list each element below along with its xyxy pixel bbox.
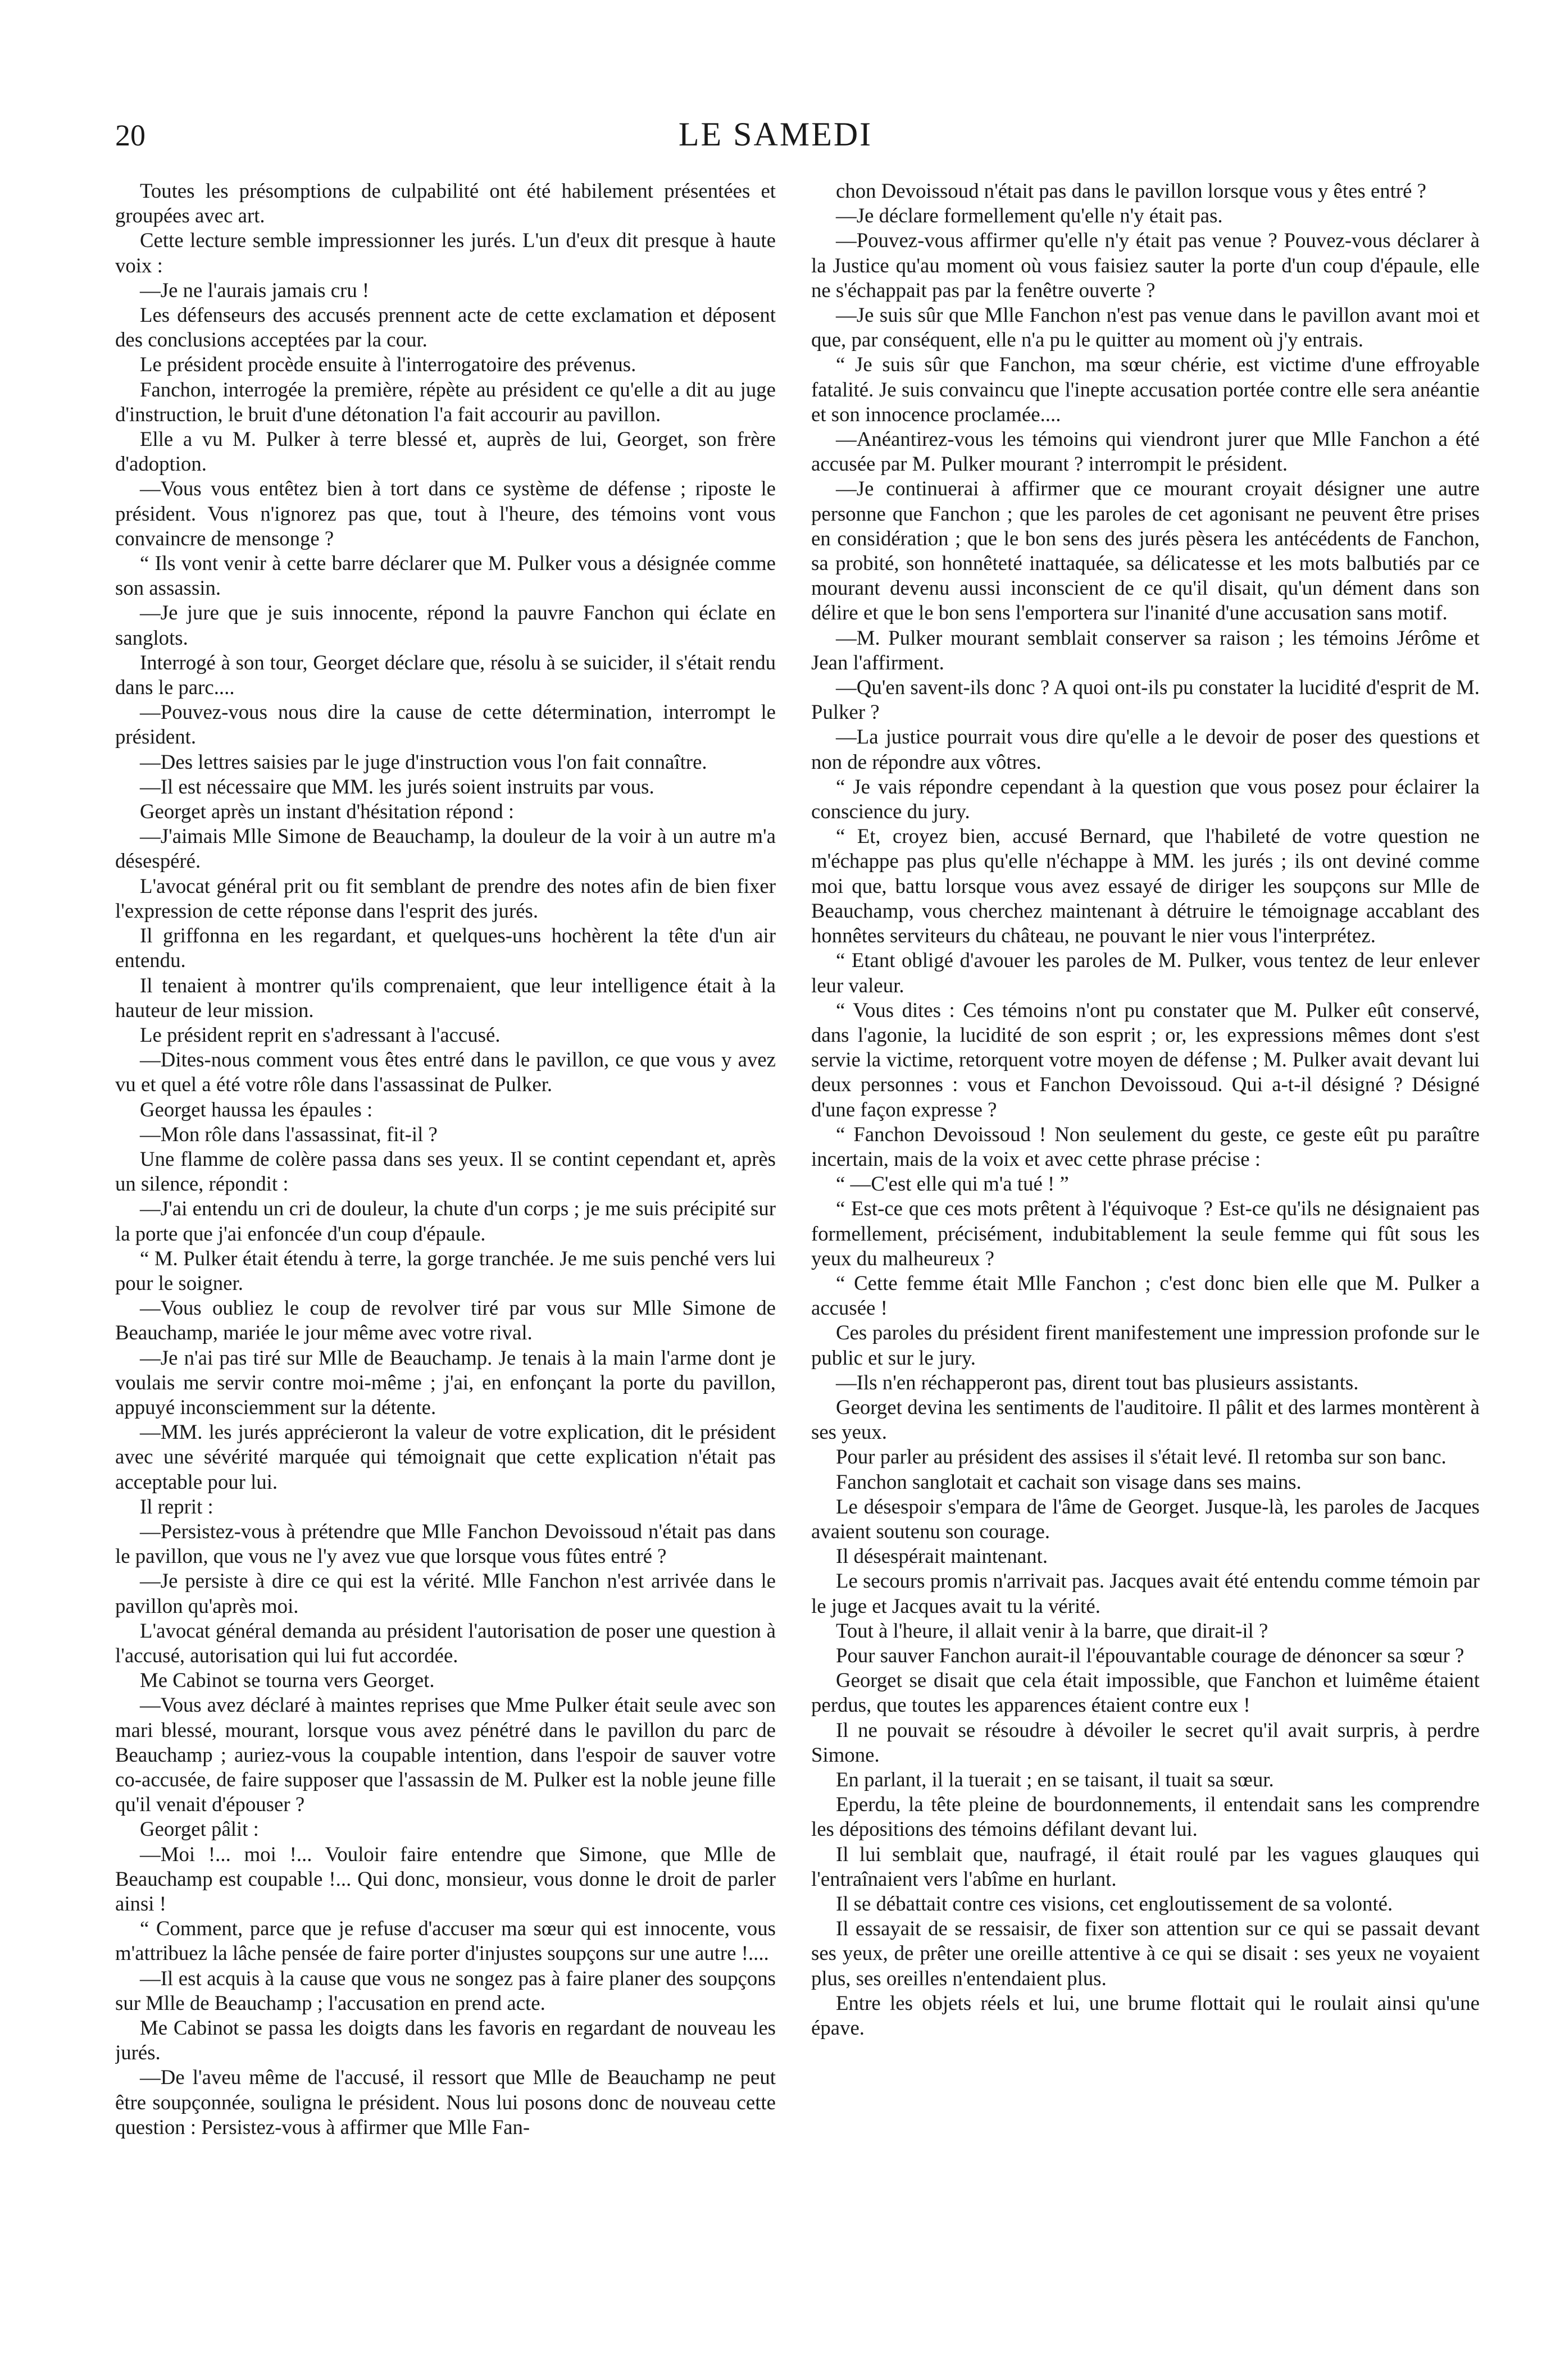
- page-number: 20: [115, 118, 145, 152]
- paragraph: Le secours promis n'arrivait pas. Jacques avait été entendu comme témoin par le juge et Jacques avait tu la vérité.: [811, 1569, 1480, 1617]
- paragraph: —Dites-nous comment vous êtes entré dans le pavillon, ce que vous y avez vu et quel a été votre rôle dans l'assassinat de Pulker.: [115, 1048, 776, 1096]
- paragraph: —Moi !... moi !... Vouloir faire entendre que Simone, que Mlle de Beauchamp est coupable !... Qui donc, monsieur, vous donne le droit de parler ainsi !: [115, 1842, 776, 1916]
- paragraph: Les défenseurs des accusés prennent acte de cette exclamation et déposent des conclusions acceptées par la cour.: [115, 303, 776, 352]
- paragraph: “ Comment, parce que je refuse d'accuser ma sœur qui est innocente, vous m'attribuez la lâche pensée de faire porter d'injustes soupçons sur une autre !....: [115, 1917, 776, 1965]
- paragraph: “ Fanchon Devoissoud ! Non seulement du geste, ce geste eût pu paraître incertain, mais de la voix et avec cette phrase précise :: [811, 1122, 1480, 1170]
- paragraph: Il désespérait maintenant.: [836, 1544, 1048, 1568]
- paragraph: Entre les objets réels et lui, une brume flottait qui le roulait ainsi qu'une épave.: [811, 1991, 1480, 2040]
- paragraph: —Je jure que je suis innocente, répond la pauvre Fanchon qui éclate en sanglots.: [115, 601, 776, 649]
- paragraph: —De l'aveu même de l'accusé, il ressort que Mlle de Beauchamp ne peut être soupçonnée, souligna le président. Nous lui posons donc de nouveau cette question : Persistez-vous à affirmer que Mlle Fan-: [115, 2066, 776, 2139]
- paragraph: “ Etant obligé d'avouer les paroles de M. Pulker, vous tentez de leur enlever leur valeur.: [811, 949, 1480, 997]
- paragraph: —Pouvez-vous affirmer qu'elle n'y était pas venue ? Pouvez-vous déclarer à la Justice qu'au moment où vous faisiez sauter la porte d'un coup d'épaule, elle ne s'échappait pas par la fenêtre ouverte ?: [811, 229, 1480, 302]
- paragraph: Georget après un instant d'hésitation répond :: [140, 800, 515, 823]
- paragraph: “ Et, croyez bien, accusé Bernard, que l'habileté de votre question ne m'échappe pas plus qu'elle n'échappe à MM. les jurés ; ils ont deviné comme moi que, battu lorsque vous avez essayé de diriger les soupçons sur Mlle de Beauchamp, vous cherchez maintenant à détruire le témoignage accablant des honnêtes serviteurs du château, ne pouvant le nier vous l'interprétez.: [811, 824, 1480, 947]
- paragraph: Me Cabinot se passa les doigts dans les favoris en regardant de nouveau les jurés.: [115, 2016, 776, 2064]
- paragraph: Georget devina les sentiments de l'auditoire. Il pâlit et des larmes montèrent à ses yeux.: [811, 1395, 1480, 1444]
- paragraph: “ Je suis sûr que Fanchon, ma sœur chérie, est victime d'une effroyable fatalité. Je suis convaincu que l'inepte accusation portée contre elle sera anéantie et son innocence proclamée....: [811, 353, 1480, 426]
- paragraph: Le désespoir s'empara de l'âme de Georget. Jusque-là, les paroles de Jacques avaient soutenu son courage.: [811, 1494, 1480, 1543]
- paragraph: “ Est-ce que ces mots prêtent à l'équivoque ? Est-ce qu'ils ne désignaient pas formellement, précisément, indubitablement la seule femme qui fût sous les yeux du malheureux ?: [811, 1197, 1480, 1270]
- paragraph: “ Cette femme était Mlle Fanchon ; c'est donc bien elle que M. Pulker a accusée !: [811, 1271, 1480, 1320]
- paragraph: “ Je vais répondre cependant à la question que vous posez pour éclairer la conscience du jury.: [811, 774, 1480, 823]
- paragraph: Il ne pouvait se résoudre à dévoiler le secret qu'il avait surpris, à perdre Simone.: [811, 1718, 1480, 1766]
- paragraph: Ces paroles du président firent manifestement une impression profonde sur le public et sur le jury.: [811, 1321, 1480, 1369]
- paragraph: Il essayait de se ressaisir, de fixer son attention sur ce qui se passait devant ses yeux, de prêter une oreille attentive à ce qui se disait : ses yeux ne voyaient plus, ses oreilles n'entendaient plus.: [811, 1917, 1480, 1990]
- paragraph: —La justice pourrait vous dire qu'elle a le devoir de poser des questions et non de répondre aux vôtres.: [811, 725, 1480, 773]
- paragraph: Georget se disait que cela était impossible, que Fanchon et luimême étaient perdus, que toutes les apparences étaient contre eux !: [811, 1668, 1480, 1717]
- paragraph: “ Ils vont venir à cette barre déclarer que M. Pulker vous a désignée comme son assassin.: [115, 551, 776, 600]
- paragraph: —M. Pulker mourant semblait conserver sa raison ; les témoins Jérôme et Jean l'affirment.: [811, 626, 1480, 674]
- paragraph: —Je continuerai à affirmer que ce mourant croyait désigner une autre personne que Fanchon ; que les paroles de cet agonisant ne peuvent être prises en considération ; que le bon sens des jurés pèsera les antécédents de Fanchon, sa probité, son honnêteté inattaquée, sa délicatesse et les mots balbutiés par ce mourant devenu aussi inconscient de ce qu'il disait, qu'un dément dans son délire et que le bon sens l'emportera sur l'inanité d'une accusation sans motif.: [811, 477, 1480, 624]
- paragraph: —Vous avez déclaré à maintes reprises que Mme Pulker était seule avec son mari blessé, mourant, lorsque vous avez pénétré dans le pavillon du parc de Beauchamp ; auriez-vous la coupable intention, dans l'espoir de sauver votre co-accusée, de faire supposer que l'assassin de M. Pulker est la noble jeune fille qu'il venait d'épouser ?: [115, 1693, 776, 1816]
- paragraph: —Persistez-vous à prétendre que Mlle Fanchon Devoissoud n'était pas dans le pavillon, que vous ne l'y avez vue que lorsque vous fûtes entré ?: [115, 1519, 776, 1568]
- paragraph: Cette lecture semble impressionner les jurés. L'un d'eux dit presque à haute voix :: [115, 229, 776, 277]
- paragraph: Le président reprit en s'adressant à l'accusé.: [140, 1023, 501, 1046]
- paragraph: Georget pâlit :: [140, 1817, 259, 1841]
- paragraph: Elle a vu M. Pulker à terre blessé et, auprès de lui, Georget, son frère d'adoption.: [115, 427, 776, 476]
- paragraph: —Vous oubliez le coup de revolver tiré par vous sur Mlle Simone de Beauchamp, mariée le jour même avec votre rival.: [115, 1296, 776, 1344]
- paragraph: —Je déclare formellement qu'elle n'y était pas.: [836, 204, 1223, 227]
- paragraph: Georget haussa les épaules :: [140, 1097, 373, 1121]
- paragraph: Me Cabinot se tourna vers Georget.: [140, 1668, 435, 1692]
- left-column: [115, 179, 776, 2358]
- paragraph: —Qu'en savent-ils donc ? A quoi ont-ils pu constater la lucidité d'esprit de M. Pulker ?: [811, 676, 1480, 724]
- paragraph: “ —C'est elle qui m'a tué ! ”: [836, 1172, 1069, 1196]
- paragraph: —J'aimais Mlle Simone de Beauchamp, la douleur de la voir à un autre m'a désespéré.: [115, 824, 776, 873]
- paragraph: Il reprit :: [140, 1494, 213, 1518]
- paragraph: “ M. Pulker était étendu à terre, la gorge tranchée. Je me suis penché vers lui pour le soigner.: [115, 1246, 776, 1294]
- paragraph: —Mon rôle dans l'assassinat, fit-il ?: [140, 1122, 438, 1146]
- paragraph: Une flamme de colère passa dans ses yeux. Il se contint cependant et, après un silence, répondit :: [115, 1147, 776, 1196]
- paragraph: Toutes les présomptions de culpabilité ont été habilement présentées et groupées avec art.: [115, 179, 776, 227]
- right-column: [811, 179, 1480, 2358]
- paragraph: —Je suis sûr que Mlle Fanchon n'est pas venue dans le pavillon avant moi et que, par conséquent, elle n'a pu le quitter au moment où j'y entrais.: [811, 303, 1480, 352]
- paragraph: —Des lettres saisies par le juge d'instruction vous l'on fait connaître.: [140, 750, 707, 773]
- paragraph: —Il est nécessaire que MM. les jurés soient instruits par vous.: [140, 774, 654, 798]
- paragraph: Il se débattait contre ces visions, cet engloutissement de sa volonté.: [836, 1892, 1393, 1916]
- page-header: [0, 0, 1551, 185]
- paragraph: Eperdu, la tête pleine de bourdonnements, il entendait sans les comprendre les dépositions des témoins défilant devant lui.: [811, 1793, 1480, 1841]
- paragraph: —Anéantirez-vous les témoins qui viendront jurer que Mlle Fanchon a été accusée par M. Pulker mourant ? interrompit le président.: [811, 427, 1480, 476]
- paragraph: L'avocat général demanda au président l'autorisation de poser une question à l'accusé, autorisation qui lui fut accordée.: [115, 1618, 776, 1667]
- paragraph: —J'ai entendu un cri de douleur, la chute d'un corps ; je me suis précipité sur la porte que j'ai enfoncée d'un coup d'épaule.: [115, 1197, 776, 1245]
- paragraph: chon Devoissoud n'était pas dans le pavillon lorsque vous y êtes entré ?: [836, 179, 1427, 202]
- paragraph: —Je ne l'aurais jamais cru !: [140, 278, 370, 302]
- paragraph: En parlant, il la tuerait ; en se taisant, il tuait sa sœur.: [836, 1768, 1274, 1791]
- paragraph: —Il est acquis à la cause que vous ne songez pas à faire planer des soupçons sur Mlle de Beauchamp ; l'accusation en prend acte.: [115, 1966, 776, 2014]
- paragraph: Fanchon, interrogée la première, répète au président ce qu'elle a dit au juge d'instruction, le bruit d'une détonation l'a fait accourir au pavillon.: [115, 377, 776, 426]
- paragraph: —Pouvez-vous nous dire la cause de cette détermination, interrompt le président.: [115, 700, 776, 749]
- paragraph: —Vous vous entêtez bien à tort dans ce système de défense ; riposte le président. Vous n'ignorez pas que, tout à l'heure, des témoins vont vous convaincre de mensonge ?: [115, 477, 776, 550]
- paragraph: Le président procède ensuite à l'interrogatoire des prévenus.: [140, 353, 636, 376]
- paragraph: Fanchon sanglotait et cachait son visage dans ses mains.: [836, 1470, 1302, 1493]
- paragraph: Tout à l'heure, il allait venir à la barre, que dirait-il ?: [836, 1618, 1268, 1642]
- paragraph: L'avocat général prit ou fit semblant de prendre des notes afin de bien fixer l'expression de cette réponse dans l'esprit des jurés.: [115, 874, 776, 922]
- paragraph: Pour sauver Fanchon aurait-il l'épouvantable courage de dénoncer sa sœur ?: [836, 1643, 1464, 1667]
- paragraph: —MM. les jurés apprécieront la valeur de votre explication, dit le président avec une sévérité marquée qui témoignait que cette explication n'était pas acceptable pour lui.: [115, 1420, 776, 1493]
- journal-title: LE SAMEDI: [678, 116, 873, 153]
- paragraph: Pour parler au président des assises il s'était levé. Il retomba sur son banc.: [836, 1445, 1447, 1469]
- paragraph: “ Vous dites : Ces témoins n'ont pu constater que M. Pulker eût conservé, dans l'agonie, la lucidité de son esprit ; or, les expressions mêmes dont s'est servie la victime, retorquent votre moyen de défense ; M. Pulker avait devant lui deux personnes : vous et Fanchon Devoissoud. Qui a-t-il désigné ? Désigné d'une façon expresse ?: [811, 998, 1480, 1121]
- paragraph: Interrogé à son tour, Georget déclare que, résolu à se suicider, il s'était rendu dans le parc....: [115, 650, 776, 699]
- paragraph: —Je n'ai pas tiré sur Mlle de Beauchamp. Je tenais à la main l'arme dont je voulais me servir contre moi-même ; j'ai, en enfonçant la porte du pavillon, appuyé inconsciemment sur la détente.: [115, 1346, 776, 1419]
- paragraph: Il lui semblait que, naufragé, il était roulé par les vagues glauques qui l'entraînaient vers l'abîme en hurlant.: [811, 1842, 1480, 1890]
- paragraph: Il griffonna en les regardant, et quelques-uns hochèrent la tête d'un air entendu.: [115, 924, 776, 972]
- paragraph: Il tenaient à montrer qu'ils comprenaient, que leur intelligence était à la hauteur de leur mission.: [115, 973, 776, 1022]
- paragraph: —Je persiste à dire ce qui est la vérité. Mlle Fanchon n'est arrivée dans le pavillon qu'après moi.: [115, 1569, 776, 1617]
- paragraph: —Ils n'en réchapperont pas, dirent tout bas plusieurs assistants.: [836, 1370, 1359, 1394]
